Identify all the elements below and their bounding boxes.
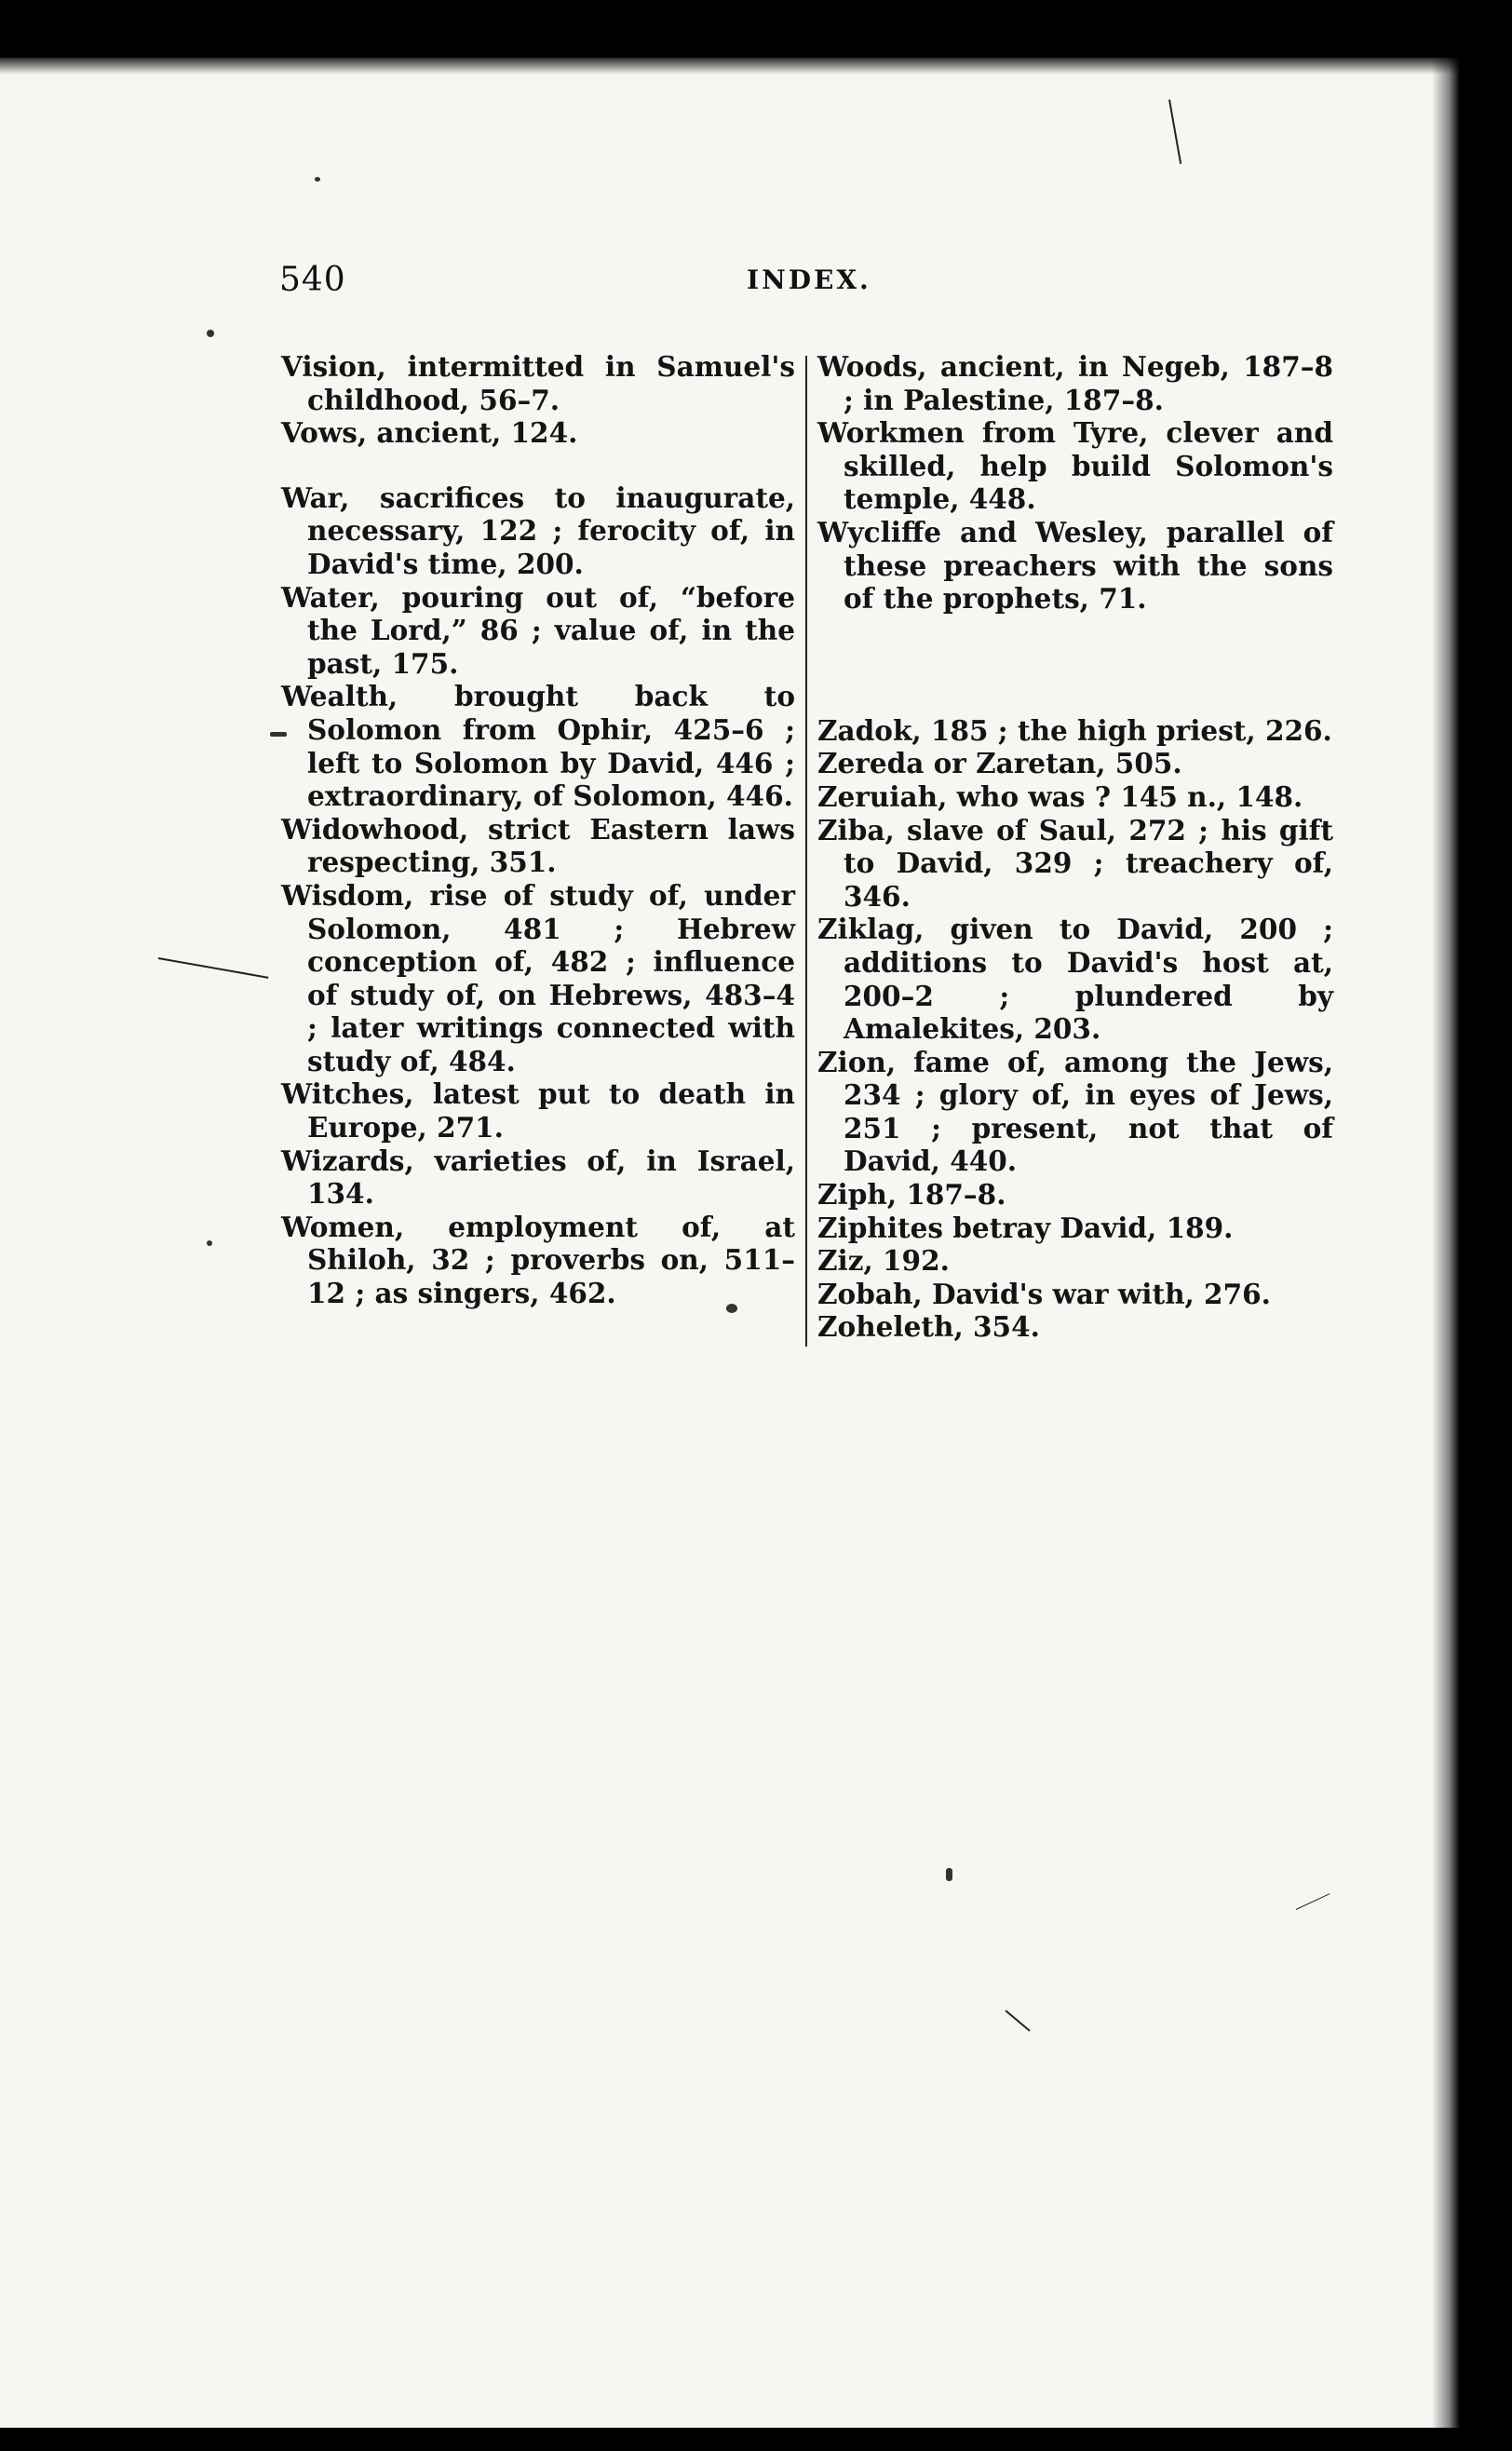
index-entry-wisdom: Wisdom, rise of study of, under Solomon, 481 ; Hebrew conception of, 482 ; influence of study of, on Hebrews, 483–4 ; later writings connected with study of, 484. bbox=[281, 878, 795, 1077]
index-entry-water: Water, pouring out of, “before the Lord,” 86 ; value of, in the past, 175. bbox=[281, 580, 795, 680]
column-divider bbox=[805, 356, 807, 1347]
scan-speck bbox=[315, 177, 320, 182]
running-head: INDEX. bbox=[747, 264, 871, 295]
index-entry-workmen: Workmen from Tyre, clever and skilled, help build Solomon's temple, 448. bbox=[817, 416, 1333, 516]
index-entry-zeruiah: Zeruiah, who was ? 145 n., 148. bbox=[817, 779, 1303, 813]
index-entry-wealth: Wealth, brought back to Solomon from Ophir, 425–6 ; left to Solomon by David, 446 ; extraordinary, of Solomon, 446. bbox=[281, 680, 795, 813]
index-entry-ziklag: Ziklag, given to David, 200 ; additions to David's host at, 200–2 ; plundered by Amalekites, 203. bbox=[817, 913, 1333, 1046]
page-number: 540 bbox=[279, 261, 346, 299]
scan-speck bbox=[946, 1868, 952, 1881]
index-entry-woods: Woods, ancient, in Negeb, 187–8 ; in Palestine, 187–8. bbox=[817, 350, 1333, 416]
scan-speck bbox=[207, 1240, 212, 1246]
scan-speck bbox=[207, 330, 214, 337]
index-columns bbox=[281, 350, 1337, 1356]
index-entry-zobah: Zobah, David's war with, 276. bbox=[817, 1277, 1271, 1310]
index-entry-wycliffe: Wycliffe and Wesley, parallel of these preachers with the sons of the prophets, 71. bbox=[817, 515, 1333, 616]
index-entry-zereda: Zereda or Zaretan, 505. bbox=[817, 747, 1182, 780]
right-column bbox=[817, 350, 1333, 1344]
index-entry-ziphites: Ziphites betray David, 189. bbox=[817, 1211, 1234, 1244]
scan-speck bbox=[270, 732, 287, 737]
index-entry-ziz: Ziz, 192. bbox=[817, 1244, 950, 1278]
index-entry-zoheleth: Zoheleth, 354. bbox=[817, 1310, 1040, 1344]
left-column bbox=[281, 350, 795, 1310]
index-entry-vision: Vision, intermitted in Samuel's childhood, 56–7. bbox=[281, 350, 795, 416]
index-entry-widowhood: Widowhood, strict Eastern laws respecting, 351. bbox=[281, 812, 795, 879]
scan-right-edge bbox=[1432, 58, 1460, 2428]
index-entry-witches: Witches, latest put to death in Europe, 271. bbox=[281, 1077, 795, 1144]
index-entry-vows: Vows, ancient, 124. bbox=[281, 416, 578, 450]
index-entry-ziph: Ziph, 187–8. bbox=[817, 1178, 1006, 1212]
scan-stroke bbox=[158, 957, 269, 979]
scan-stroke bbox=[1168, 100, 1181, 164]
scan-stroke bbox=[1296, 1893, 1330, 1910]
index-entry-zadok: Zadok, 185 ; the high priest, 226. bbox=[817, 713, 1332, 747]
index-entry-wizards: Wizards, varieties of, in Israel, 134. bbox=[281, 1144, 795, 1211]
scan-stroke bbox=[1005, 2010, 1030, 2031]
scan-top-shadow bbox=[0, 58, 1460, 74]
index-entry-war: War, sacrifices to inaugurate, necessary, 122 ; ferocity of, in David's time, 200. bbox=[281, 481, 795, 580]
index-entry-zion: Zion, fame of, among the Jews, 234 ; glory of, in eyes of Jews, 251 ; present, not that of David, 440. bbox=[817, 1045, 1333, 1178]
page-header bbox=[279, 261, 875, 307]
book-page bbox=[0, 58, 1460, 2428]
index-entry-ziba: Ziba, slave of Saul, 272 ; his gift to David, 329 ; treachery of, 346. bbox=[817, 813, 1333, 913]
index-entry-women: Women, employment of, at Shiloh, 32 ; proverbs on, 511–12 ; as singers, 462. bbox=[281, 1210, 795, 1310]
scan-speck bbox=[726, 1304, 737, 1313]
